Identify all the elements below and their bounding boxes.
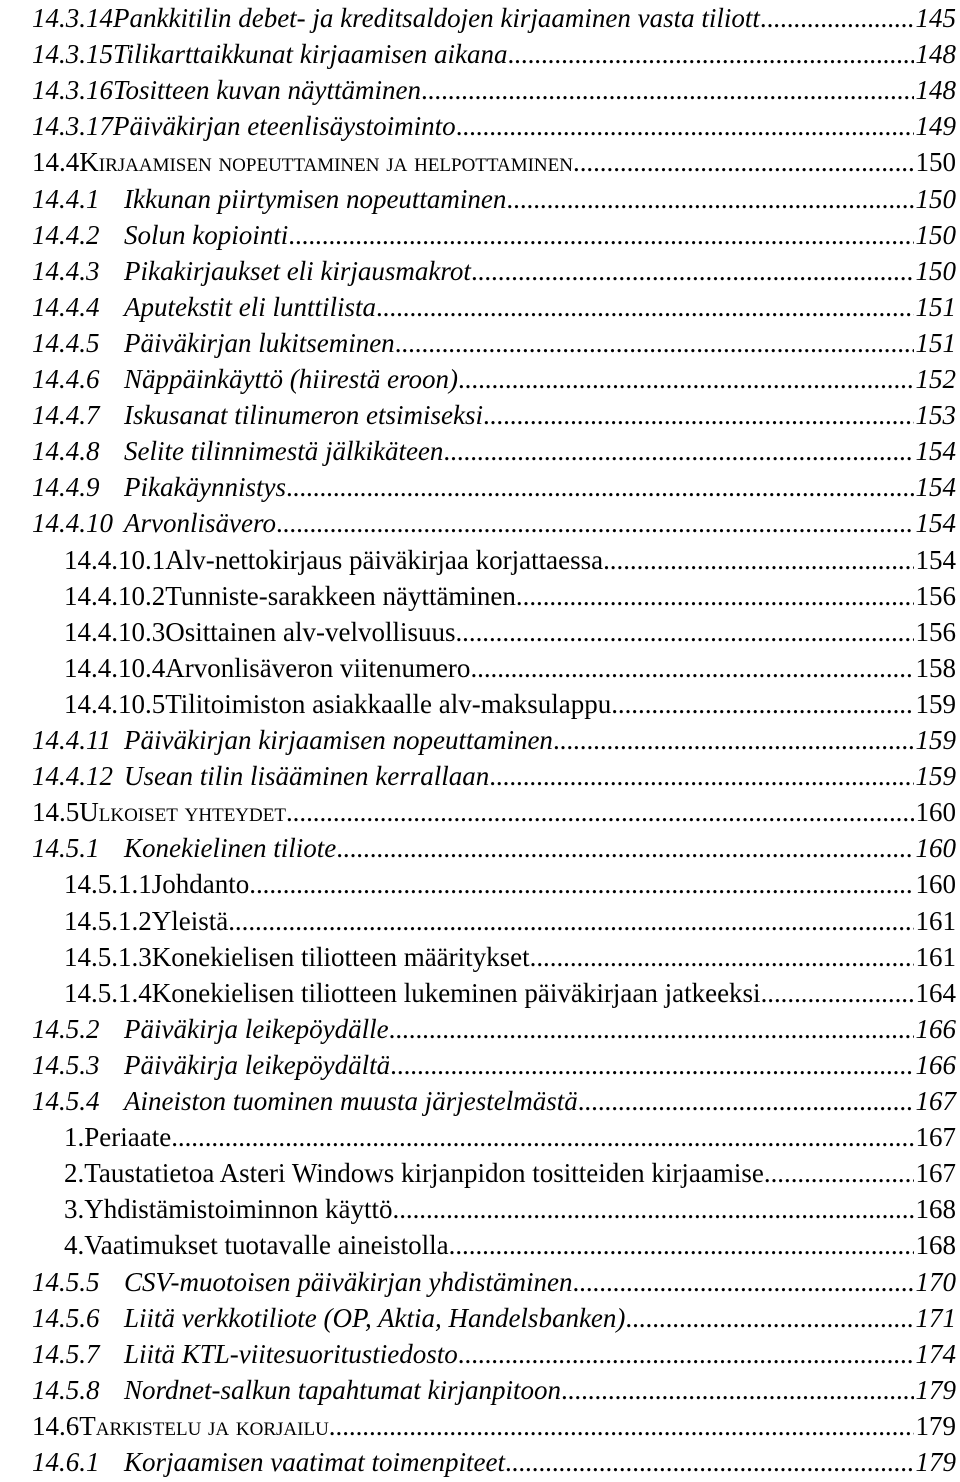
toc-entry-number: 14.4.2 <box>32 219 100 250</box>
toc-entry-number: 14.5.1.4 <box>64 977 152 1008</box>
toc-entry-page-number: 154 <box>915 472 956 503</box>
toc-entry[interactable] <box>64 614 956 650</box>
toc-entry-number: 14.4.9 <box>32 472 100 503</box>
toc-entry-title: Pikakäynnistys <box>124 472 286 503</box>
dot-leader <box>573 144 914 180</box>
dot-leader <box>455 614 913 650</box>
toc-entry[interactable] <box>32 253 956 289</box>
toc-entry-title: Päiväkirjan kirjaamisen nopeuttaminen <box>124 725 553 755</box>
toc-entry-page-number: 160 <box>915 869 956 900</box>
toc-entry-title: Taustatietoa Asteri Windows kirjanpidon tositteiden kirjaamise <box>84 1158 764 1189</box>
toc-entry-page-number: 161 <box>915 941 956 972</box>
toc-entry-page-number: 154 <box>915 508 956 539</box>
toc-entry-page-number: 148 <box>915 75 956 106</box>
toc-entry[interactable] <box>32 830 956 866</box>
toc-entry[interactable] <box>32 794 956 830</box>
toc-entry[interactable] <box>64 903 956 939</box>
toc-entry-number: 14.4.10.1 <box>64 544 166 575</box>
toc-entry-title: Päiväkirjan lukitseminen <box>124 327 395 358</box>
toc-entry-title: Kirjaamisen nopeuttaminen ja helpottaminen <box>79 147 573 178</box>
toc-entry-page-number: 158 <box>915 652 956 683</box>
toc-entry[interactable] <box>32 289 956 325</box>
toc-entry[interactable] <box>32 469 956 505</box>
toc-entry-title: Konekielisen tiliotteen määritykset <box>151 941 530 972</box>
toc-entry-page-number: 161 <box>915 905 956 936</box>
dot-leader <box>572 1264 913 1300</box>
toc-entry-title: Korjaamisen vaatimat toimenpiteet <box>124 1447 505 1477</box>
toc-entry-page-number: 150 <box>915 183 956 214</box>
dot-leader <box>228 903 913 939</box>
toc-entry-number: 14.5.1 <box>32 833 100 864</box>
toc-entry[interactable] <box>32 0 956 36</box>
toc-entry-title: Tarkistelu ja korjailu <box>79 1410 329 1441</box>
toc-entry-title: Yhdistämistoiminnon käyttö <box>84 1194 393 1225</box>
toc-entry[interactable] <box>64 1119 956 1155</box>
toc-entry-title: Aputekstit eli lunttilista <box>124 291 376 322</box>
toc-entry-number: 14.4.7 <box>32 400 100 431</box>
dot-leader <box>603 542 913 578</box>
toc-entry-number: 14.5.7 <box>32 1338 100 1369</box>
toc-entry-title: Konekielisen tiliotteen lukeminen päiväkirjaan jatkeeksi <box>151 977 761 1008</box>
toc-entry[interactable] <box>64 542 956 578</box>
toc-entry-page-number: 160 <box>915 797 956 828</box>
toc-entry[interactable] <box>32 1372 956 1408</box>
dot-leader <box>530 939 914 975</box>
toc-entry-number: 14.5.5 <box>32 1266 100 1297</box>
toc-entry-number: 3. <box>64 1194 85 1225</box>
toc-entry-title: Päiväkirjan eteenlisäystoiminto <box>113 111 456 142</box>
toc-entry-number: 14.6 <box>32 1410 80 1441</box>
toc-entry-page-number: 152 <box>915 364 956 394</box>
toc-entry[interactable] <box>32 1083 956 1119</box>
toc-entry-title: Pankkitilin debet- ja kreditsaldojen kirjaaminen vasta tiliott <box>113 3 760 33</box>
toc-entry-number: 14.5.2 <box>32 1013 100 1044</box>
toc-entry-title: Solun kopiointi <box>124 219 289 250</box>
toc-entry-number: 14.3.17 <box>32 111 113 142</box>
toc-entry-number: 14.5.1.3 <box>64 941 152 972</box>
dot-leader <box>516 578 914 614</box>
toc-entry[interactable] <box>64 578 956 614</box>
toc-entry[interactable] <box>64 1227 956 1263</box>
toc-entry-title: Tilitoimiston asiakkaalle alv-maksulappu <box>165 688 612 719</box>
dot-leader <box>505 1444 914 1480</box>
toc-entry-title: Selite tilinnimestä jälkikäteen <box>124 436 444 467</box>
toc-entry-number: 14.4.10 <box>32 508 113 539</box>
toc-entry-page-number: 151 <box>915 291 956 322</box>
toc-entry[interactable] <box>64 1155 956 1191</box>
toc-entry-page-number: 150 <box>915 255 956 286</box>
toc-entry-title: Usean tilin lisääminen kerrallaan <box>124 761 490 792</box>
toc-entry-title: Tunniste-sarakkeen näyttäminen <box>165 580 516 611</box>
dot-leader <box>483 397 914 433</box>
toc-entry-number: 14.4.3 <box>32 255 100 286</box>
dot-leader <box>553 722 914 758</box>
toc-entry-number: 14.5.1.1 <box>64 869 152 900</box>
toc-entry-page-number: 151 <box>915 327 956 358</box>
toc-entry-title: Arvonlisävero <box>124 508 276 539</box>
toc-entry-number: 14.4.10.3 <box>64 616 166 647</box>
toc-entry-number: 14.4.10.5 <box>64 688 166 719</box>
toc-entry-title: CSV-muotoisen päiväkirjan yhdistäminen <box>124 1266 573 1297</box>
toc-entry[interactable] <box>32 361 956 397</box>
toc-entry-page-number: 149 <box>915 111 956 142</box>
toc-entry-page-number: 164 <box>915 977 956 1008</box>
toc-entry[interactable] <box>32 1408 956 1444</box>
dot-leader <box>286 794 914 830</box>
toc-entry-page-number: 154 <box>915 544 956 575</box>
toc-entry-title: Liitä KTL-viitesuoritustiedosto <box>124 1338 458 1369</box>
toc-entry[interactable] <box>64 650 956 686</box>
toc-entry-title: Periaate <box>84 1122 172 1153</box>
dot-leader <box>578 1083 914 1119</box>
toc-entry-title: Konekielinen tiliote <box>124 833 337 864</box>
toc-entry[interactable] <box>32 722 956 758</box>
dot-leader <box>249 866 913 902</box>
toc-entry-number: 14.5.1.2 <box>64 905 152 936</box>
toc-entry[interactable] <box>64 939 956 975</box>
toc-entry-number: 14.5.3 <box>32 1049 100 1080</box>
dot-leader <box>764 1155 914 1191</box>
dot-leader <box>389 1011 914 1047</box>
dot-leader <box>561 1372 914 1408</box>
toc-entry-number: 14.4.10.2 <box>64 580 166 611</box>
toc-entry-page-number: 170 <box>915 1266 956 1297</box>
dot-leader <box>507 36 913 72</box>
toc-entry-page-number: 148 <box>915 39 956 70</box>
toc-entry[interactable] <box>32 1336 956 1372</box>
toc-entry-number: 14.4.4 <box>32 291 100 322</box>
toc-entry[interactable] <box>32 1444 956 1480</box>
toc-entry-page-number: 154 <box>915 436 956 467</box>
toc-entry-number: 14.4.12 <box>32 761 113 792</box>
dot-leader <box>421 72 914 108</box>
toc-entry-title: Päiväkirja leikepöydältä <box>124 1049 391 1080</box>
dot-leader <box>449 1227 914 1263</box>
toc-entry-title: Päiväkirja leikepöydälle <box>124 1013 389 1044</box>
dot-leader <box>390 1047 913 1083</box>
toc-entry-page-number: 166 <box>915 1013 956 1044</box>
toc-entry[interactable] <box>32 1264 956 1300</box>
toc-entry[interactable] <box>32 217 956 253</box>
dot-leader <box>760 0 914 36</box>
toc-entry-title: Ulkoiset yhteydet <box>79 797 286 828</box>
toc-entry[interactable] <box>64 686 956 722</box>
toc-entry-page-number: 159 <box>915 725 956 755</box>
dot-leader <box>288 217 913 253</box>
dot-leader <box>395 325 914 361</box>
toc-entry-title: Aineiston tuominen muusta järjestelmästä <box>124 1086 578 1116</box>
toc-entry-page-number: 168 <box>915 1230 956 1261</box>
toc-entry-title: Nordnet-salkun tapahtumat kirjanpitoon <box>124 1374 561 1405</box>
dot-leader <box>470 650 913 686</box>
toc-entry-number: 14.3.15 <box>32 39 113 70</box>
toc-entry-title: Yleistä <box>151 905 229 936</box>
toc-entry-number: 14.5.4 <box>32 1086 100 1116</box>
toc-entry-page-number: 167 <box>915 1158 956 1189</box>
toc-entry-number: 14.4 <box>32 147 80 178</box>
toc-entry-page-number: 179 <box>915 1447 956 1477</box>
toc-entry-number: 14.4.1 <box>32 183 100 214</box>
toc-entry[interactable] <box>32 181 956 217</box>
toc-entry[interactable] <box>32 1047 956 1083</box>
toc-entry-page-number: 171 <box>915 1302 956 1333</box>
toc-entry-number: 14.5.8 <box>32 1374 100 1405</box>
toc-entry-page-number: 159 <box>915 688 956 719</box>
dot-leader <box>286 469 914 505</box>
toc-entry-number: 1. <box>64 1122 85 1153</box>
toc-entry[interactable] <box>32 325 956 361</box>
toc-entry-number: 14.4.11 <box>32 725 111 755</box>
toc-entry-title: Näppäinkäyttö (hiirestä eroon) <box>124 364 458 394</box>
dot-leader <box>761 975 914 1011</box>
toc-entry-page-number: 160 <box>915 833 956 864</box>
dot-leader <box>506 181 913 217</box>
toc-entry-page-number: 159 <box>915 761 956 792</box>
toc-entry-title: Pikakirjaukset eli kirjausmakrot <box>124 255 471 286</box>
dot-leader <box>171 1119 913 1155</box>
dot-leader <box>489 758 913 794</box>
dot-leader <box>276 505 914 541</box>
toc-entry[interactable] <box>32 505 956 541</box>
dot-leader <box>611 686 913 722</box>
dot-leader <box>458 1336 914 1372</box>
dot-leader <box>456 108 914 144</box>
toc-entry[interactable] <box>32 1300 956 1336</box>
toc-entry[interactable] <box>64 975 956 1011</box>
toc-entry-page-number: 150 <box>915 219 956 250</box>
toc-entry-page-number: 179 <box>915 1374 956 1405</box>
toc-entry-title: Vaatimukset tuotavalle aineistolla <box>84 1230 449 1261</box>
toc-entry-page-number: 156 <box>915 580 956 611</box>
toc-entry-page-number: 167 <box>915 1122 956 1153</box>
dot-leader <box>336 830 913 866</box>
dot-leader <box>458 361 914 397</box>
dot-leader <box>376 289 914 325</box>
toc-entry-number: 14.3.16 <box>32 75 113 106</box>
toc-entry-page-number: 167 <box>915 1086 956 1116</box>
toc-entry-page-number: 156 <box>915 616 956 647</box>
toc-entry-title: Osittainen alv-velvollisuus <box>165 616 456 647</box>
toc-entry[interactable] <box>32 36 956 72</box>
toc-entry-page-number: 153 <box>915 400 956 431</box>
toc-entry-title: Johdanto <box>151 869 250 900</box>
dot-leader <box>625 1300 913 1336</box>
toc-entry-title: Liitä verkkotiliote (OP, Aktia, Handelsbanken) <box>124 1302 626 1333</box>
toc-entry-page-number: 150 <box>915 147 956 178</box>
toc-entry-page-number: 168 <box>915 1194 956 1225</box>
toc-entry[interactable] <box>64 1191 956 1227</box>
toc-entry[interactable] <box>32 1011 956 1047</box>
toc-entry-page-number: 174 <box>915 1338 956 1369</box>
toc-entry-number: 14.4.8 <box>32 436 100 467</box>
toc-entry[interactable] <box>32 144 956 180</box>
toc-entry-title: Alv-nettokirjaus päiväkirjaa korjattaessa <box>165 544 604 575</box>
toc-entry-number: 14.6.1 <box>32 1447 100 1477</box>
dot-leader <box>329 1408 914 1444</box>
toc-entry-title: Tositteen kuvan näyttäminen <box>113 75 421 106</box>
toc-entry-title: Ikkunan piirtymisen nopeuttaminen <box>124 183 507 214</box>
toc-entry-number: 14.4.5 <box>32 327 100 358</box>
toc-entry[interactable] <box>32 397 956 433</box>
toc-entry-number: 14.5 <box>32 797 80 828</box>
dot-leader <box>471 253 914 289</box>
toc-entry-number: 4. <box>64 1230 85 1261</box>
toc-entry-page-number: 145 <box>915 3 956 33</box>
toc-entry[interactable] <box>32 758 956 794</box>
toc-entry-number: 14.4.10.4 <box>64 652 166 683</box>
dot-leader <box>393 1191 914 1227</box>
toc-entry[interactable] <box>32 72 956 108</box>
toc-entry-number: 14.3.14 <box>32 3 113 33</box>
toc-entry[interactable] <box>64 866 956 902</box>
toc-entry-number: 14.5.6 <box>32 1302 100 1333</box>
toc-entry-page-number: 179 <box>915 1410 956 1441</box>
toc-entry[interactable] <box>32 108 956 144</box>
toc-entry-title: Arvonlisäveron viitenumero <box>165 652 471 683</box>
toc-entry-title: Tilikarttaikkunat kirjaamisen aikana <box>113 39 508 70</box>
toc-entry-number: 14.4.6 <box>32 364 100 394</box>
toc-entry[interactable] <box>32 433 956 469</box>
dot-leader <box>443 433 913 469</box>
toc-entry-page-number: 166 <box>915 1049 956 1080</box>
toc-entry-number: 2. <box>64 1158 85 1189</box>
toc-entry-title: Iskusanat tilinumeron etsimiseksi <box>124 400 483 431</box>
